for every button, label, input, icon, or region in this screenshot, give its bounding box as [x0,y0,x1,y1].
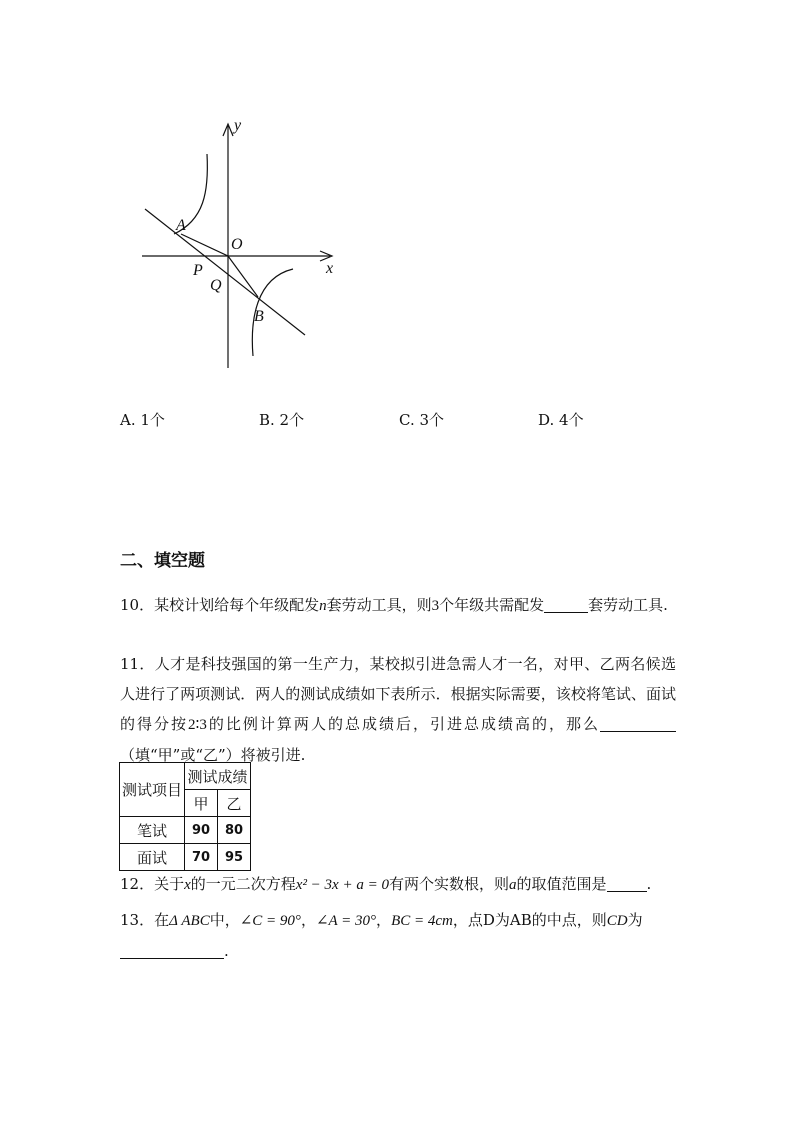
cell-interview-yi: 95 [218,844,251,871]
q10-text-mid: 套劳动工具，则 [326,596,432,614]
row-label-written: 笔试 [120,817,185,844]
section-title: 二、填空题 [120,551,205,571]
table-row [120,817,251,844]
label-b: B [254,308,264,325]
question-13: 13．在Δ ABC中，∠C = 90°，∠A = 30°，BC = 4cm，点D为AB的中点，则CD为 . [120,911,643,960]
label-p: P [193,262,203,279]
table-header-item: 测试项目 [120,763,185,817]
choice-d: D. 4个 [538,411,584,429]
table-header-score: 测试成绩 [185,763,251,790]
q13-cd: CD [606,913,628,929]
q12-answer-blank[interactable] [607,873,647,892]
choice-b: B. 2个 [259,411,305,429]
q12-text-tail: 的取值范围是 [516,875,607,893]
q13-text-pre: 13．在 [120,911,170,929]
label-x: x [326,260,334,277]
q11-ratio: 2∶3 [188,717,207,733]
table-col-yi: 乙 [218,790,251,817]
q13-text-mid2: ，点D为AB的中点，则 [452,911,607,929]
score-table [119,762,251,871]
table-row [120,844,251,871]
q13-bc: BC = 4cm [391,913,453,929]
choice-c: C. 3个 [399,411,445,429]
cell-written-jia: 90 [185,817,218,844]
q11-text-pre: 11．人才是科技强国的第一生产力，某校拟引进急需人才一名，对甲、乙两名候选人进行了两项测试．两人的测试成绩如下表所示．根据实际需要，该校将笔试、面试的得分按 [120,655,676,733]
q10-text-post: 个年级共需配发 [439,596,545,614]
q13-text-mid1: 中， [209,911,240,929]
q11-text-mid: 的比例计算两人的总成绩后，引进总成绩高的，那么 [206,715,600,733]
segment-oa [181,234,228,256]
q10-num: 3 [431,598,440,614]
q12-var-a: a [508,877,517,893]
q10-text-pre: 10．某校计划给每个年级配发 [120,596,320,614]
question-11 [120,649,676,770]
choice-a: A. 1个 [120,411,165,429]
q13-text-tail: 为 [627,911,643,929]
label-y: y [234,117,242,134]
question-12: 12．关于x的一元二次方程x² − 3x + a = 0有两个实数根，则a的取值范围是 . [120,875,652,893]
q11-text-tail: （填“甲”或“乙”）将被引进. [120,746,306,764]
q13-angle-a: ∠A = 30° [315,913,377,929]
line-ab [145,209,305,335]
segment-ob [228,256,258,297]
q12-var-x: x [184,877,191,893]
cell-interview-jia: 70 [185,844,218,871]
answer-choices [120,409,680,431]
q10-text-tail: 套劳动工具. [588,596,668,614]
q13-angle-c: ∠C = 90° [239,913,301,929]
q10-answer-blank[interactable] [544,594,588,613]
q13-triangle: Δ ABC [169,913,210,929]
q12-text-mid1: 的一元二次方程 [190,875,296,893]
table-col-jia: 甲 [185,790,218,817]
label-a: A [176,217,186,234]
cell-written-yi: 80 [218,817,251,844]
q12-text-pre: 12．关于 [120,875,185,893]
q13-sep1: ， [300,911,316,929]
hyperbola-figure [130,112,350,374]
q10-var-n: n [319,598,327,614]
label-o: O [231,236,243,253]
label-q: Q [210,277,222,294]
question-10 [120,590,676,621]
q13-sep2: ， [376,911,392,929]
q13-answer-blank[interactable] [120,940,224,959]
q12-text-mid2: 有两个实数根，则 [388,875,509,893]
row-label-interview: 面试 [120,844,185,871]
q11-answer-blank[interactable] [600,713,676,732]
q12-equation: x² − 3x + a = 0 [295,877,389,893]
